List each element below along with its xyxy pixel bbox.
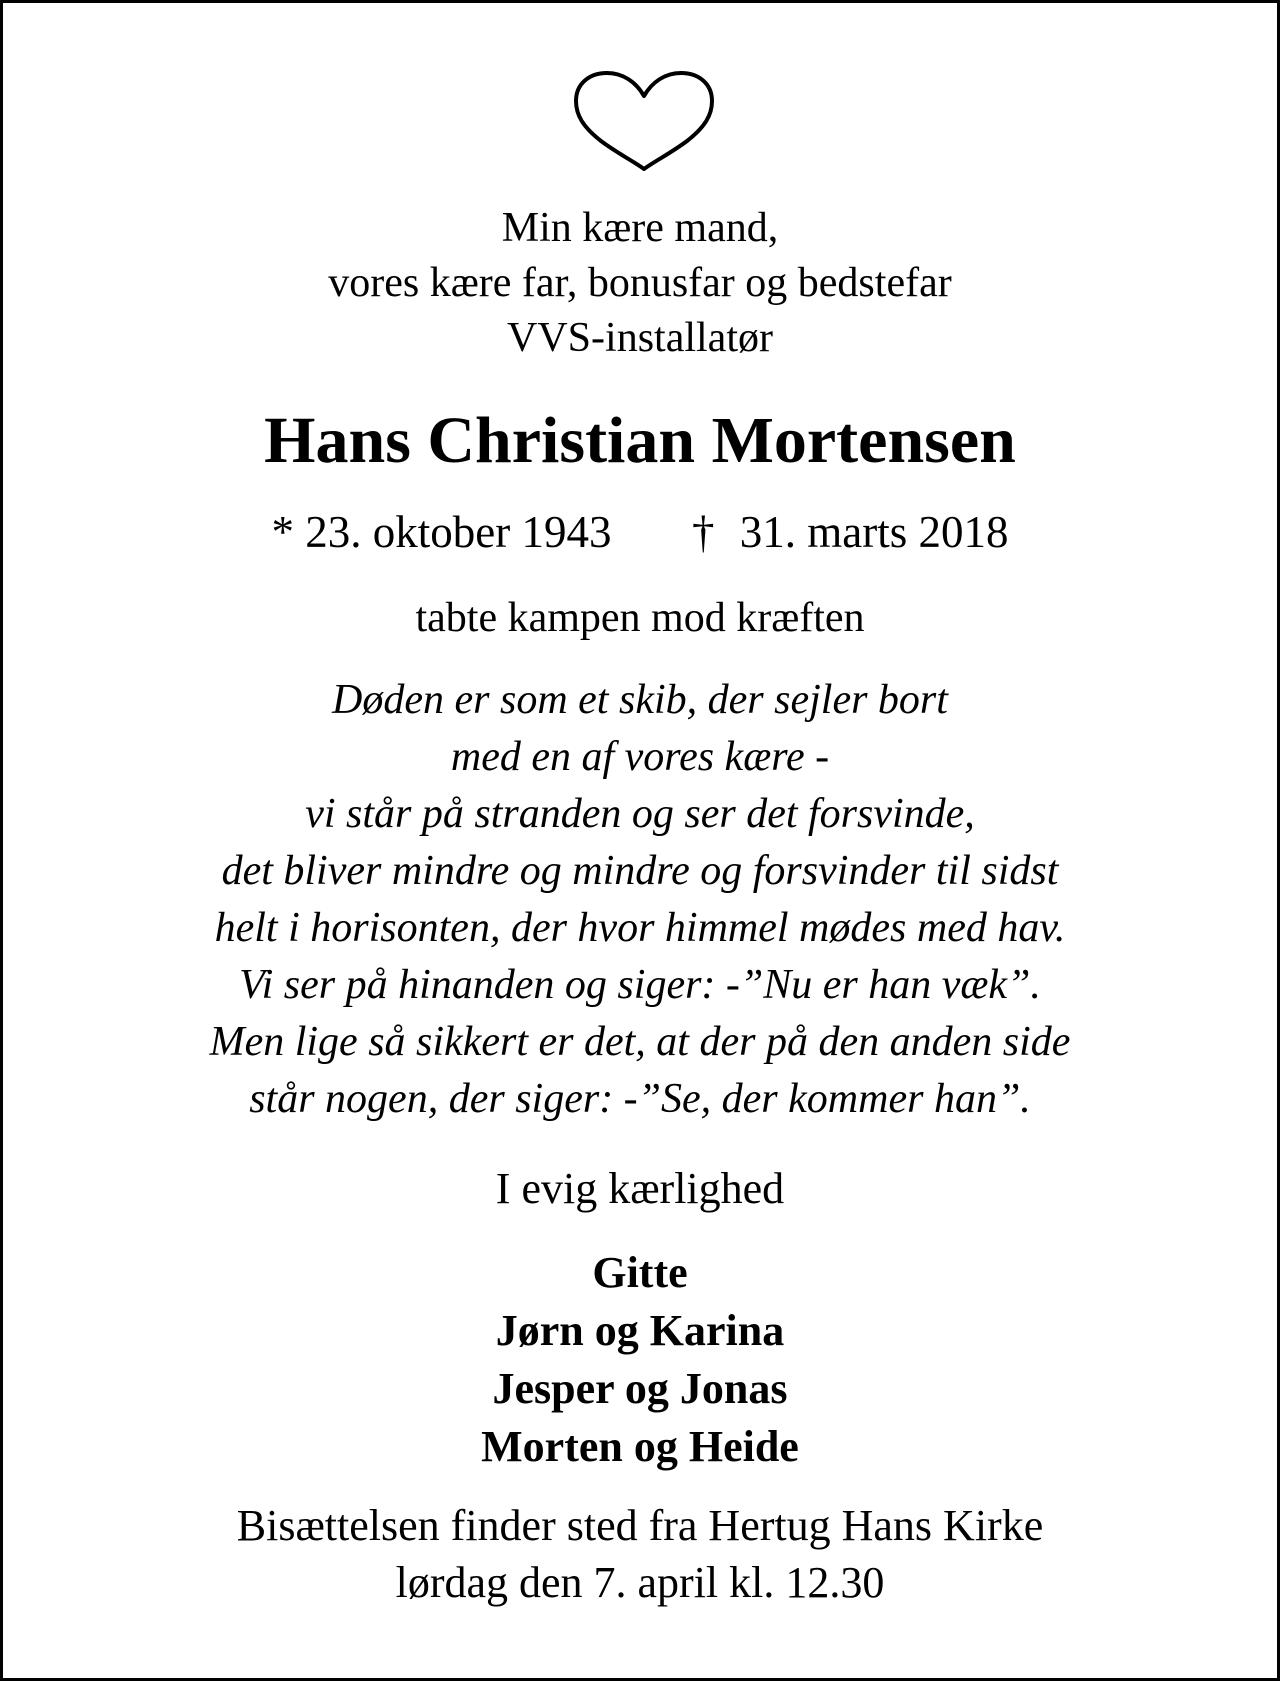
family-member: Jørn og Karina — [495, 1306, 785, 1355]
deceased-name: Hans Christian Mortensen — [264, 404, 1016, 477]
funeral-line: Bisættelsen finder sted fra Hertug Hans Kirke — [236, 1501, 1044, 1550]
family-member: Morten og Heide — [481, 1422, 799, 1471]
life-dates — [43, 503, 1237, 561]
poem-line: vi står på stranden og ser det forsvinde, — [305, 791, 975, 837]
family-member: Gitte — [592, 1248, 688, 1297]
family-member: Jesper og Jonas — [492, 1364, 788, 1413]
poem-line: står nogen, der siger: -”Se, der kommer han”. — [249, 1076, 1031, 1122]
intro-line: VVS-installatør — [507, 315, 773, 361]
closing-line: I evig kærlighed — [495, 1164, 785, 1213]
poem — [43, 672, 1237, 1128]
intro-line: Min kære mand, — [501, 205, 779, 251]
poem-line: Men lige så sikkert er det, at der på den anden side — [209, 1019, 1071, 1065]
poem-line: helt i horisonten, der hvor himmel mødes med hav. — [214, 905, 1066, 951]
funeral-info — [43, 1497, 1237, 1611]
family-names — [43, 1244, 1237, 1476]
poem-line: Døden er som et skib, der sejler bort — [332, 677, 948, 723]
heart-icon — [573, 69, 715, 173]
poem-line: det bliver mindre og mindre og forsvinder til sidst — [221, 848, 1059, 894]
intro-line: vores kære far, bonusfar og bedstefar — [328, 260, 952, 306]
died-date: 31. marts 2018 — [739, 507, 1009, 557]
born-symbol: * — [271, 507, 295, 557]
born-date: 23. oktober 1943 — [305, 507, 612, 557]
intro-text — [43, 201, 1237, 366]
poem-line: med en af vores kære - — [450, 734, 830, 780]
cause-of-death: tabte kampen mod kræften — [415, 595, 865, 641]
cross-icon: † — [691, 507, 715, 557]
funeral-line: lørdag den 7. april kl. 12.30 — [395, 1558, 885, 1607]
poem-line: Vi ser på hinanden og siger: -”Nu er han væk”. — [239, 962, 1041, 1008]
